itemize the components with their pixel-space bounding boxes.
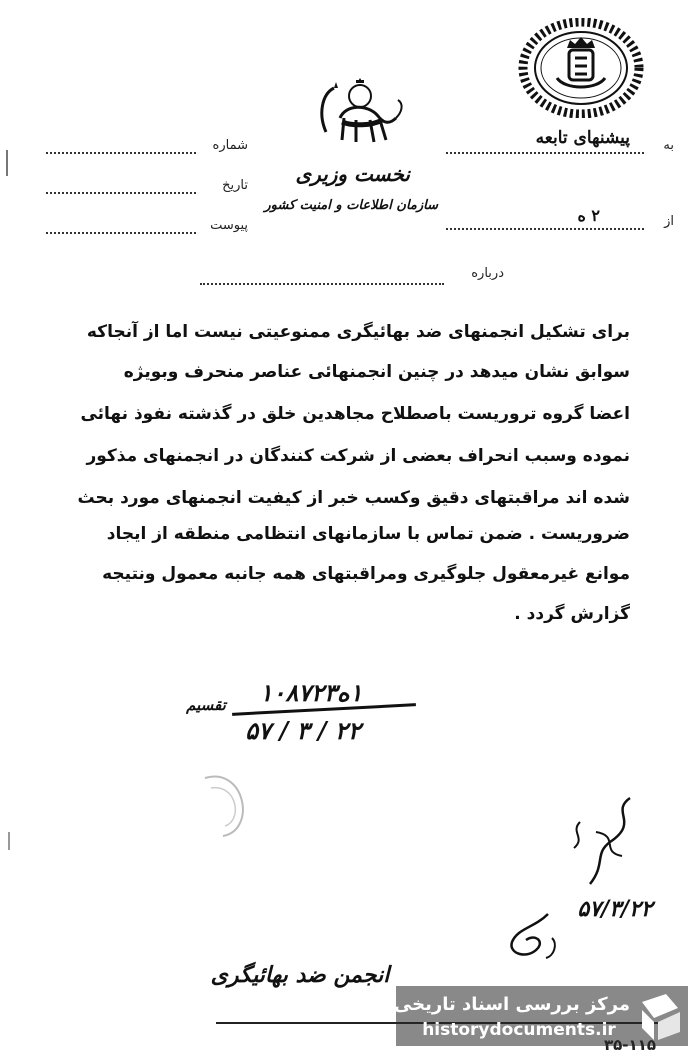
faded-stamp-icon (195, 770, 255, 840)
from-label: از (664, 214, 674, 229)
body-line-2: سوابق نشان میدهد در چنین انجمنهائی عناصر منحرف وبویژه (123, 362, 630, 382)
emblem-title: نخست وزیری (295, 162, 410, 186)
number-field-line (46, 152, 196, 154)
attachment-field-line (46, 232, 196, 234)
body-line-7: موانع غیرمعقول جلوگیری ومراقبتهای همه جانبه معمول ونتیجه (102, 564, 630, 584)
lion-and-sun-emblem-icon (312, 74, 408, 156)
watermark-logo-icon (636, 992, 684, 1042)
subject-label: درباره (471, 266, 504, 281)
handwritten-note: انجمن ضد بهائیگری (210, 962, 390, 988)
date-field-line (46, 192, 196, 194)
royal-seal-stamp-icon (517, 18, 645, 118)
from-field-line (446, 228, 644, 230)
from-value: ۲ ه (577, 206, 600, 225)
signature-icon (560, 792, 650, 892)
registration-date: ۲۲ / ۳ / ۵۷ (245, 716, 361, 745)
watermark-title: مرکز بررسی اسناد تاریخی (393, 994, 630, 1015)
body-line-3: اعضا گروه تروریست باصطلاح مجاهدین خلق در گذشته نفوذ نهائی (80, 404, 630, 424)
body-line-1: برای تشکیل انجمنهای ضد بهائیگری ممنوعیتی نیست اما از آنجاکه (86, 322, 630, 342)
body-line-5: شده اند مراقبتهای دقیق وکسب خبر از کیفیت انجمنهای مورد بحث (77, 488, 630, 508)
to-field-line (446, 152, 644, 154)
registration-label: تقسیم (186, 696, 226, 714)
body-line-4: نموده وسبب انحراف بعضی از شرکت کنندگان در انجمنهای مذکور (86, 446, 630, 466)
registration-number: ۱ه۱۰۸۷۲۳ (259, 678, 363, 707)
margin-mark (8, 832, 10, 850)
date-label: تاریخ (222, 178, 248, 193)
to-value: پیشنهای تابعه (535, 128, 630, 148)
body-line-8: گزارش گردد . (514, 604, 630, 624)
to-label: به (663, 138, 674, 153)
number-label: شماره (212, 138, 248, 153)
watermark-url: historydocuments.ir (422, 1020, 616, 1040)
side-date: ۵۷/۳/۲۲ (577, 896, 653, 922)
attachment-label: پیوست (210, 218, 248, 233)
margin-mark (6, 150, 8, 176)
emblem-subtitle: سازمان اطلاعات و امنیت کشور (264, 198, 438, 213)
subject-field-line (200, 283, 444, 285)
body-line-6: ضروریست . ضمن تماس با سازمانهای انتظامی منطقه از ایجاد (106, 524, 630, 544)
initials-icon (494, 908, 564, 964)
